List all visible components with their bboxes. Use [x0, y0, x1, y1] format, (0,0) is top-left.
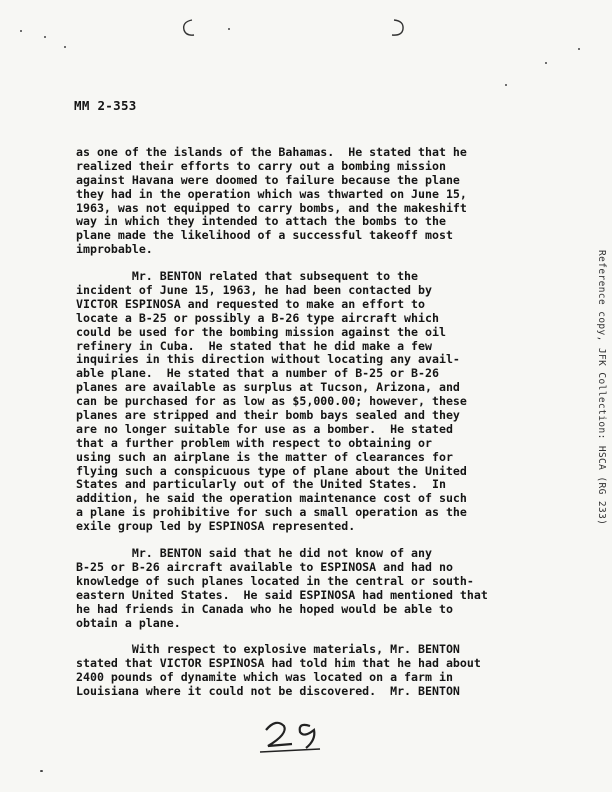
text-line: VICTOR ESPINOSA and requested to make an effort to: [76, 296, 426, 311]
text-line: incident of June 15, 1963, he had been contacted by: [76, 283, 432, 298]
text-line: planes are stripped and their bomb bays sealed and they: [76, 408, 460, 423]
text-line: can be purchased for as low as $5,000.00; however, these: [76, 394, 467, 409]
scan-speck: [505, 84, 507, 86]
archive-reference-stamp: Reference copy, JFK Collection: HSCA (RG 233): [596, 250, 607, 526]
text-line: Mr. BENTON said that he did not know of any: [76, 546, 432, 561]
text-line: addition, he said the operation maintenance cost of such: [76, 491, 467, 506]
text-line: eastern United States. He said ESPINOSA had mentioned that: [76, 587, 488, 602]
text-line: States and particularly out of the United States. In: [76, 477, 446, 492]
text-line: able plane. He stated that a number of B-25 or B-26: [76, 366, 439, 381]
text-line: that a further problem with respect to obtaining or: [76, 435, 432, 450]
scan-speck: [64, 46, 66, 48]
text-line: he had friends in Canada who he hoped would be able to: [76, 601, 453, 616]
text-line: stated that VICTOR ESPINOSA had told him that he had about: [76, 656, 481, 671]
text-line: they had in the operation which was thwarted on June 15,: [76, 186, 467, 201]
scan-speck: [44, 36, 46, 38]
text-line: 2400 pounds of dynamite which was located on a farm in: [76, 670, 453, 685]
scan-speck: [40, 770, 43, 772]
paragraph-4: [76, 643, 516, 699]
text-line: a plane is prohibitive for such a small operation as the: [76, 505, 467, 520]
text-line: refinery in Cuba. He stated that he did make a few: [76, 338, 432, 353]
text-line: locate a B-25 or possibly a B-26 type aircraft which: [76, 310, 439, 325]
text-line: Mr. BENTON related that subsequent to the: [76, 269, 419, 284]
punch-hole-mark-right: [384, 16, 408, 40]
handwritten-page-number: [258, 716, 348, 756]
text-line: inquiries in this direction without locating any avail-: [76, 352, 460, 367]
text-line: realized their efforts to carry out a bombing mission: [76, 158, 446, 173]
text-line: improbable.: [76, 242, 153, 257]
text-line: planes are available as surplus at Tucson, Arizona, and: [76, 380, 460, 395]
text-line: flying such a conspicuous type of plane about the United: [76, 463, 467, 478]
text-line: way in which they intended to attach the bombs to the: [76, 214, 446, 229]
body-text: [76, 146, 516, 699]
paragraph-2: [76, 270, 516, 534]
text-line: obtain a plane.: [76, 615, 181, 630]
text-line: knowledge of such planes located in the central or south-: [76, 573, 474, 588]
text-line: With respect to explosive materials, Mr. BENTON: [76, 642, 460, 657]
file-number: MM 2-353: [74, 98, 137, 113]
punch-hole-mark-left: [178, 16, 202, 40]
scan-speck: [228, 28, 230, 30]
text-line: Louisiana where it could not be discovered. Mr. BENTON: [76, 684, 460, 699]
text-line: B-25 or B-26 aircraft available to ESPINOSA and had no: [76, 559, 453, 574]
text-line: plane made the likelihood of a successful takeoff most: [76, 228, 453, 243]
text-line: are no longer suitable for use as a bomber. He stated: [76, 421, 453, 436]
text-line: as one of the islands of the Bahamas. He stated that he: [76, 145, 467, 159]
paragraph-1: [76, 146, 516, 257]
text-line: using such an airplane is the matter of clearances for: [76, 449, 453, 464]
text-line: 1963, was not equipped to carry bombs, and the makeshift: [76, 200, 467, 215]
paragraph-3: [76, 547, 516, 630]
scan-speck: [20, 30, 22, 32]
scan-speck: [578, 48, 580, 50]
scan-speck: [545, 62, 547, 64]
text-line: exile group led by ESPINOSA represented.: [76, 519, 356, 534]
text-line: could be used for the bombing mission against the oil: [76, 324, 446, 339]
text-line: against Havana were doomed to failure because the plane: [76, 172, 460, 187]
